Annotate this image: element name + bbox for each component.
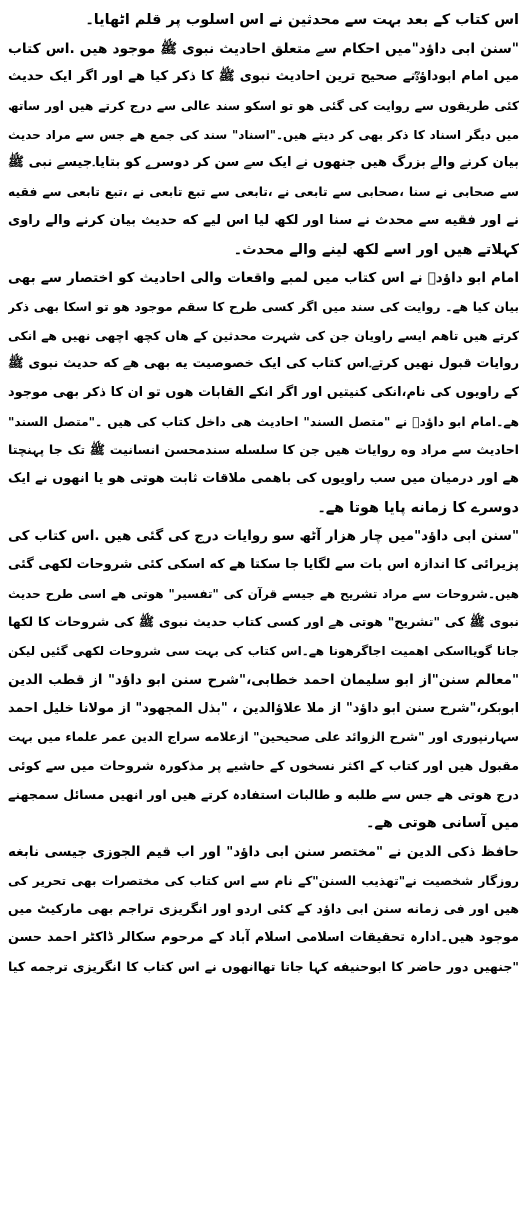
paragraph-intro xyxy=(8,6,519,35)
text-line: حافظ ذکی الدین نے "مختصر سنن ابی داؤد" اور اب قیم الجوزی جیسی نابغه xyxy=(8,843,519,860)
paragraph-sunan-abi-dawud-overview xyxy=(8,35,519,265)
paragraph-abu-dawud-method xyxy=(8,264,519,522)
text-line: موجود ھیں۔ادارہ تحقیقات اسلامی اسلام آباد کے مرحوم سکالر ڈاکٹر احمد حسن xyxy=(8,930,519,945)
text-line: روزگار شخصیت نے"تھذیب السنن"کے نام سے اس کتاب کی مختصرات بھی تحریر کی xyxy=(8,873,519,888)
text-line: میں آسانی ھوتی ھے۔ xyxy=(365,815,519,832)
text-line: "سنن ابی داؤد"میں چار ھزار آٹھ سو روایات درج کی گئی ھیں .اس کتاب کی xyxy=(8,528,519,545)
text-line: میں دیگر اسناد کا ذکر بھی کر دیتے ھیں۔"اسناد" سند کی جمع ھے جس سے مراد حدیث xyxy=(8,127,519,142)
text-line: امام ابو داؤدؒ نے اس کتاب میں لمبے واقعات والی احادیث کو اختصار سے بھی xyxy=(8,270,519,287)
paragraph-abridgements-translations xyxy=(8,838,519,981)
paragraph-commentaries xyxy=(8,522,519,838)
text-line: روایات قبول نھیں کرتے۔اس کتاب کی ایک خصوصیت یه بھی ھے که حدیث نبوی ﷺ xyxy=(8,356,519,372)
text-line: بیان کرنے والے بزرگ ھیں جنھوں نے ایک سے سن کر دوسرے کو بتایا۔جیسے نبی ﷺ xyxy=(8,155,519,171)
text-line: احادیث سے مراد وه روایات ھیں جن کا سلسله سندمحسن انسانیت ﷺ تک جا پہنچتا xyxy=(8,442,519,458)
text-line: سے صحابی نے سنا ،صحابی سے تابعی نے ،تابعی سے تبع تابعی نے ،تبع تابعی سے فقیه xyxy=(8,185,519,200)
text-line: پزیرائی کا اندازہ اس بات سے لگایا جا سکتا ھے که اسکی کئی شروحات لکھی گئی xyxy=(8,557,519,573)
text-line: کرتے ھیں تاھم ایسے راویان جن کی شہرت محدثین کے ھاں کچھ اچھی نھیں ھے انکی xyxy=(8,328,519,343)
text-line: اس کتاب کے بعد بہت سے محدثین نے اس اسلوب پر قلم اٹھایا۔ xyxy=(85,12,519,28)
text-line: بیان کیا ھے۔ روایت کی سند میں اگر کسی طرح کا سقم موجود ھو تو اسکا بھی ذکر xyxy=(8,299,519,314)
text-line: کئی طریقوں سے روایت کی گئی ھو تو اسکو سند عالی سے درج کرتے ھیں اور ساتھ xyxy=(8,99,519,114)
text-line: درج ھوتی ھے جس سے طلبه و طالبات استفادہ کرتے ھیں اور انھیں مسائل سمجھنے xyxy=(8,786,519,802)
text-line: ابوبکر،"شرح سنن ابو داؤد" از ملا علاؤالدین ، "بذل المجهود" از مولانا خلیل احمد xyxy=(8,700,519,716)
text-line: جانا گویااسکی اھمیت اجاگرھونا ھے۔اس کتاب کی بہت سی شروحات لکھی گئیں لیکن xyxy=(8,644,519,659)
text-line: "جنھیں دور حاضر کا ابوحنیفه کہا جاتا تھاانھوں نے اس کتاب کا انگریزی ترجمه کیا xyxy=(8,958,519,974)
text-line: سہارنپوری اور "شرح الزوائد علی صحیحین" ازعلامه سراج الدین عمر علماء میں بہت xyxy=(8,730,519,745)
text-line: دوسرے کا زمانه پایا ھوتا ھے۔ xyxy=(317,499,519,516)
text-line: مقبول ھیں اور کتاب کے اکثر نسخوں کے حاشیے پر مذکورہ شروحات میں سے کوئی xyxy=(8,757,519,773)
text-line: "سنن ابی داؤد"میں احکام سے متعلق احادیث نبوی ﷺ موجود ھیں .اس کتاب xyxy=(8,40,519,57)
text-line: میں امام ابوداؤدؒنے صحیح ترین احادیث نبوی ﷺ کا ذکر کیا ھے اور اگر ایک حدیث xyxy=(8,69,519,85)
text-line: ھیں۔شروحات سے مراد تشریح ھے جیسے قرآن کی "تفسیر" ھوتی ھے اسی طرح حدیث xyxy=(8,586,519,601)
text-line: کے راویوں کی نام،انکی کنیتیں اور اگر انکے القابات ھوں تو ان کا ذکر بھی موجود xyxy=(8,384,519,400)
text-line: ھے اور درمیان میں سب راویوں کی باھمی ملاقات ثابت ھوتی ھو یا انھوں نے ایک xyxy=(8,471,519,486)
text-line: ھیں اور فی زمانه سنن ابی داؤد کے کئی اردو اور انگریزی تراجم بھی مارکیٹ میں xyxy=(8,901,519,917)
text-line: کہلاتے ھیں اور اسے لکھ لینے والے محدث۔ xyxy=(233,241,519,258)
text-line: نے اور فقیه سے محدث نے سنا اور لکھ لیا اس لیے که حدیث بیان کرنے والے راوی xyxy=(8,212,519,228)
text-line: ھے۔امام ابو داؤدؒ نے "متصل السند" احادیث ھی داخل کتاب کی ھیں ۔"متصل السند" xyxy=(8,414,519,429)
text-line: نبوی ﷺ کی "تشریح" ھوتی ھے اور کسی کتاب حدیث نبوی ﷺ کی شروحات کا لکھا xyxy=(8,614,519,630)
text-line: "معالم سنن"از ابو سلیمان احمد خطابی،"شرح سنن ابو داؤد" از قطب الدین xyxy=(8,671,519,688)
